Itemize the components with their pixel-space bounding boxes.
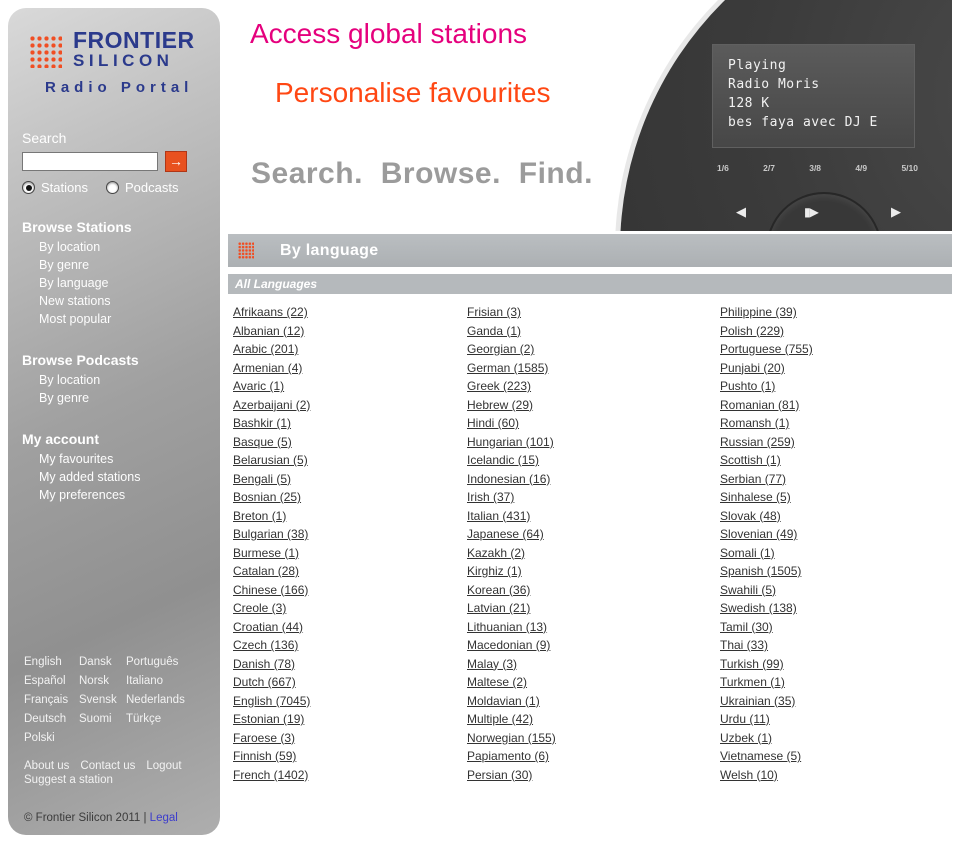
language-row — [467, 303, 720, 322]
language-row — [233, 359, 467, 378]
my-account-items — [22, 450, 220, 504]
language-link[interactable]: Romansh (1) — [720, 416, 790, 430]
lcd-text-line: Playing — [728, 58, 787, 73]
logo-subtitle: Radio Portal — [45, 79, 194, 96]
language-row — [233, 303, 467, 322]
language-row — [720, 562, 952, 581]
radio-preset-label: 5/10 — [901, 163, 918, 173]
language-link[interactable]: Scottish (1) — [720, 453, 781, 467]
language-row — [233, 396, 467, 415]
language-row — [467, 470, 720, 489]
language-row — [467, 710, 720, 729]
language-row — [720, 729, 952, 748]
language-link[interactable]: Swedish (138) — [720, 601, 797, 615]
sidebar-nav-link[interactable]: Most popular — [39, 312, 112, 326]
language-link[interactable]: Russian (259) — [720, 434, 795, 449]
browse-podcasts-section — [22, 352, 220, 407]
sidebar-nav-link[interactable]: By location — [39, 240, 101, 254]
language-link[interactable]: Punjabi (20) — [720, 360, 785, 375]
language-row — [233, 340, 467, 359]
language-row — [233, 433, 467, 452]
subsection-bar — [228, 274, 952, 294]
language-row — [720, 599, 952, 618]
language-column-1 — [233, 303, 467, 784]
language-link[interactable]: Pushto (1) — [720, 379, 776, 393]
site-language-link[interactable]: English — [24, 656, 62, 668]
site-language-link[interactable]: Suomi — [79, 713, 112, 725]
logo — [8, 8, 220, 70]
sidebar-nav-item[interactable] — [39, 389, 220, 407]
language-row — [233, 414, 467, 433]
language-link[interactable]: German (1585) — [467, 360, 549, 375]
radio-preset-label: 3/8 — [809, 163, 822, 173]
site-language-link[interactable]: Türkçe — [126, 713, 162, 725]
stations-radio-label: Stations — [41, 180, 88, 195]
subsection-title: All Languages — [235, 277, 318, 291]
language-row — [233, 729, 467, 748]
language-row — [233, 618, 467, 637]
language-link[interactable]: Greek (223) — [467, 379, 532, 393]
language-row — [233, 322, 467, 341]
language-link[interactable]: Italian (431) — [467, 508, 531, 523]
site-language-link[interactable]: Polski — [24, 732, 55, 744]
site-language-links — [24, 656, 206, 744]
language-row — [467, 729, 720, 748]
language-link[interactable]: Breton (1) — [233, 508, 287, 523]
banner — [228, 0, 952, 231]
sidebar-nav-link[interactable]: New stations — [39, 294, 111, 308]
language-column-2 — [467, 303, 720, 784]
language-link[interactable]: Hungarian (101) — [467, 434, 554, 449]
language-link[interactable]: Uzbek (1) — [720, 730, 773, 745]
sidebar — [8, 8, 220, 835]
sidebar-nav-item[interactable] — [39, 310, 220, 328]
language-link[interactable]: Macedonian (9) — [467, 638, 551, 652]
language-link[interactable]: Polish (229) — [720, 323, 785, 338]
language-row — [720, 710, 952, 729]
language-link[interactable]: Norwegian (155) — [467, 730, 556, 745]
banner-tagline: Search. Browse. Find. — [251, 157, 593, 190]
language-row — [467, 747, 720, 766]
radio-next-icon: ▶ — [891, 204, 901, 219]
site-language-link[interactable]: Français — [24, 694, 69, 706]
language-link[interactable]: Vietnamese (5) — [720, 749, 802, 763]
language-link[interactable]: Korean (36) — [467, 582, 531, 597]
language-link[interactable]: Urdu (11) — [720, 712, 770, 726]
language-link[interactable]: Romanian (81) — [720, 397, 800, 412]
sidebar-footer-links — [24, 760, 210, 786]
browse-stations-section — [22, 219, 220, 328]
site-language-link[interactable]: Norsk — [79, 675, 110, 687]
site-language-link[interactable]: Deutsch — [24, 713, 67, 725]
language-row — [467, 544, 720, 563]
sidebar-nav-item[interactable] — [39, 468, 220, 486]
language-row — [467, 655, 720, 674]
sidebar-nav-item[interactable] — [39, 274, 220, 292]
language-row — [467, 618, 720, 637]
language-row — [720, 655, 952, 674]
language-link[interactable]: Lithuanian (13) — [467, 619, 548, 634]
language-row — [467, 525, 720, 544]
language-row — [467, 692, 720, 711]
language-row — [233, 377, 467, 396]
browse-podcasts-items — [22, 371, 220, 407]
language-link[interactable]: Estonian (19) — [233, 712, 305, 726]
podcasts-radio-button[interactable] — [106, 181, 119, 194]
language-link[interactable]: Maltese (2) — [467, 675, 528, 689]
language-link[interactable]: Turkish (99) — [720, 656, 784, 671]
search-section — [22, 130, 220, 195]
language-row — [233, 488, 467, 507]
language-link[interactable]: Tamil (30) — [720, 619, 773, 634]
sidebar-footer-link[interactable]: Suggest a station — [24, 774, 113, 786]
language-link[interactable]: Azerbaijani (2) — [233, 397, 311, 412]
language-link[interactable]: Czech (136) — [233, 638, 299, 652]
language-row — [467, 599, 720, 618]
main-content — [228, 0, 952, 784]
site-language-link[interactable]: Español — [24, 675, 66, 687]
language-link[interactable]: Kazakh (2) — [467, 545, 526, 560]
language-link[interactable]: Sinhalese (5) — [720, 490, 791, 504]
language-link[interactable]: Avaric (1) — [233, 379, 285, 393]
language-link[interactable]: Burmese (1) — [233, 545, 300, 560]
sidebar-nav-item[interactable] — [39, 256, 220, 274]
language-link[interactable]: Slovenian (49) — [720, 527, 798, 541]
language-row — [720, 636, 952, 655]
language-row — [720, 673, 952, 692]
language-link[interactable]: Ukrainian (35) — [720, 693, 796, 708]
language-link[interactable]: Basque (5) — [233, 434, 292, 449]
language-row — [720, 470, 952, 489]
language-row — [467, 322, 720, 341]
sidebar-nav-item[interactable] — [39, 450, 220, 468]
language-link[interactable]: Danish (78) — [233, 656, 296, 671]
language-row — [720, 618, 952, 637]
language-link[interactable]: Serbian (77) — [720, 471, 787, 486]
language-link[interactable]: Faroese (3) — [233, 730, 296, 745]
sidebar-nav-link[interactable]: By genre — [39, 258, 90, 272]
site-language-link[interactable]: Dansk — [79, 656, 112, 668]
language-link[interactable]: Irish (37) — [467, 490, 515, 504]
language-row — [467, 488, 720, 507]
language-link[interactable]: Welsh (10) — [720, 767, 778, 782]
radio-lcd-display — [712, 44, 915, 148]
sidebar-nav-item[interactable] — [39, 486, 220, 504]
language-link[interactable]: Japanese (64) — [467, 527, 544, 541]
language-link[interactable]: Bashkir (1) — [233, 416, 292, 430]
frontier-silicon-dots-icon — [28, 34, 62, 68]
search-submit-button[interactable]: → — [165, 151, 187, 172]
language-link[interactable]: Hebrew (29) — [467, 397, 534, 412]
stations-radio-button[interactable] — [22, 181, 35, 194]
language-row — [720, 747, 952, 766]
language-link[interactable]: Georgian (2) — [467, 342, 535, 356]
language-link[interactable]: Slovak (48) — [720, 508, 781, 523]
internet-radio-product-image — [600, 0, 952, 231]
section-dots-icon — [238, 242, 254, 259]
language-row — [720, 692, 952, 711]
my-account-section — [22, 431, 220, 504]
language-row — [720, 322, 952, 341]
radio-preset-label: 4/9 — [855, 163, 868, 173]
language-link[interactable]: Bulgarian (38) — [233, 527, 309, 541]
language-row — [720, 396, 952, 415]
language-row — [720, 340, 952, 359]
language-row — [720, 451, 952, 470]
language-link[interactable]: Malay (3) — [467, 656, 518, 671]
language-row — [467, 414, 720, 433]
language-link[interactable]: Hindi (60) — [467, 416, 520, 430]
language-row — [233, 636, 467, 655]
language-link[interactable]: Persian (30) — [467, 767, 533, 782]
banner-headline-2: Personalise favourites — [275, 77, 551, 108]
language-row — [720, 507, 952, 526]
legal-link[interactable]: Legal — [149, 812, 178, 824]
language-row — [720, 303, 952, 322]
language-link[interactable]: Latvian (21) — [467, 601, 531, 615]
language-row — [467, 673, 720, 692]
language-row — [233, 599, 467, 618]
language-link[interactable]: Belarusian (5) — [233, 453, 308, 467]
language-row — [233, 470, 467, 489]
language-link[interactable]: Albanian (12) — [233, 323, 305, 338]
language-row — [233, 525, 467, 544]
my-account-heading: My account — [22, 431, 100, 447]
language-row — [233, 562, 467, 581]
browse-stations-items — [22, 238, 220, 328]
language-link[interactable]: Philippine (39) — [720, 305, 797, 319]
sidebar-nav-link[interactable]: My preferences — [39, 488, 126, 502]
site-language-link[interactable]: Nederlands — [126, 694, 185, 706]
language-list — [228, 303, 952, 784]
radio-preset-labels — [717, 163, 918, 173]
lcd-text-line: 128 K — [728, 96, 770, 111]
language-link[interactable]: Creole (3) — [233, 601, 287, 615]
language-row — [467, 433, 720, 452]
search-label: Search — [22, 130, 67, 146]
language-row — [467, 359, 720, 378]
language-row — [233, 581, 467, 600]
language-link[interactable]: Croatian (44) — [233, 619, 304, 634]
language-row — [720, 581, 952, 600]
sidebar-nav-item[interactable] — [39, 238, 220, 256]
language-row — [467, 451, 720, 470]
language-link[interactable]: Afrikaans (22) — [233, 305, 308, 319]
language-link[interactable]: Chinese (166) — [233, 582, 309, 597]
language-row — [720, 359, 952, 378]
language-row — [467, 396, 720, 415]
banner-headline-1: Access global stations — [250, 18, 528, 49]
language-link[interactable]: Finnish (59) — [233, 749, 297, 763]
sidebar-nav-link[interactable]: By genre — [39, 391, 90, 405]
sidebar-footer-link[interactable]: About us — [24, 760, 70, 772]
language-column-3 — [720, 303, 952, 784]
podcasts-radio-label: Podcasts — [124, 180, 179, 195]
language-row — [467, 377, 720, 396]
sidebar-nav-item[interactable] — [39, 371, 220, 389]
language-row — [467, 507, 720, 526]
language-row — [233, 451, 467, 470]
copyright-text: © Frontier Silicon 2011 | — [24, 812, 147, 824]
language-row — [720, 766, 952, 785]
language-link[interactable]: Turkmen (1) — [720, 675, 785, 689]
section-title: By language — [280, 241, 379, 259]
language-link[interactable]: French (1402) — [233, 767, 309, 782]
language-link[interactable]: Papiamento (6) — [467, 749, 550, 763]
language-link[interactable]: Somali (1) — [720, 545, 775, 560]
language-link[interactable]: Bosnian (25) — [233, 490, 302, 504]
lcd-text-line: Radio Moris — [728, 77, 820, 92]
language-row — [467, 636, 720, 655]
language-link[interactable]: Moldavian (1) — [467, 693, 540, 708]
language-link[interactable]: Arabic (201) — [233, 342, 299, 356]
language-row — [233, 710, 467, 729]
language-row — [720, 525, 952, 544]
section-header-bar — [228, 234, 952, 267]
language-link[interactable]: Thai (33) — [720, 638, 769, 652]
sidebar-nav-link[interactable]: By location — [39, 373, 101, 387]
language-row — [233, 507, 467, 526]
language-row — [720, 377, 952, 396]
language-row — [720, 488, 952, 507]
site-language-link[interactable]: Português — [126, 656, 179, 668]
language-link[interactable]: Spanish (1505) — [720, 564, 802, 578]
language-row — [720, 544, 952, 563]
radio-preset-label: 1/6 — [717, 163, 729, 173]
sidebar-nav-link[interactable]: By language — [39, 276, 109, 290]
language-row — [233, 673, 467, 692]
language-link[interactable]: Swahili (5) — [720, 582, 777, 597]
language-row — [467, 340, 720, 359]
language-link[interactable]: Indonesian (16) — [467, 471, 551, 486]
logo-line2: SILICON — [73, 51, 174, 70]
language-link[interactable]: Bengali (5) — [233, 471, 292, 486]
language-link[interactable]: Icelandic (15) — [467, 453, 540, 467]
language-row — [233, 544, 467, 563]
copyright — [24, 812, 220, 824]
language-row — [233, 692, 467, 711]
search-input[interactable] — [22, 152, 158, 171]
language-link[interactable]: Catalan (28) — [233, 564, 300, 578]
language-link[interactable]: Portuguese (755) — [720, 342, 813, 356]
language-row — [233, 747, 467, 766]
language-row — [467, 766, 720, 785]
logo-line1: FRONTIER — [73, 27, 195, 53]
language-link[interactable]: Armenian (4) — [233, 360, 303, 375]
site-language-link[interactable]: Svensk — [79, 694, 117, 706]
language-link[interactable]: Dutch (667) — [233, 675, 296, 689]
language-row — [467, 581, 720, 600]
language-row — [720, 433, 952, 452]
sidebar-footer-link[interactable]: Contact us — [80, 760, 136, 772]
sidebar-nav-item[interactable] — [39, 292, 220, 310]
radio-play-pause-icon: ▮▶ — [804, 205, 818, 219]
language-link[interactable]: Ganda (1) — [467, 323, 522, 338]
sidebar-nav-link[interactable]: My favourites — [39, 452, 114, 466]
lcd-text-line: bes faya avec DJ E — [728, 115, 878, 130]
radio-prev-icon: ◀ — [736, 204, 746, 219]
language-row — [467, 562, 720, 581]
browse-stations-heading: Browse Stations — [22, 219, 132, 235]
browse-podcasts-heading: Browse Podcasts — [22, 352, 139, 368]
language-link[interactable]: Multiple (42) — [467, 712, 534, 726]
language-row — [720, 414, 952, 433]
language-row — [233, 655, 467, 674]
radio-preset-label: 2/7 — [763, 163, 775, 173]
language-link[interactable]: English (7045) — [233, 693, 311, 708]
language-row — [233, 766, 467, 785]
sidebar-footer-link[interactable]: Logout — [146, 760, 182, 772]
language-link[interactable]: Kirghiz (1) — [467, 564, 522, 578]
sidebar-nav-link[interactable]: My added stations — [39, 470, 141, 484]
language-link[interactable]: Frisian (3) — [467, 305, 522, 319]
site-language-link[interactable]: Italiano — [126, 675, 164, 687]
